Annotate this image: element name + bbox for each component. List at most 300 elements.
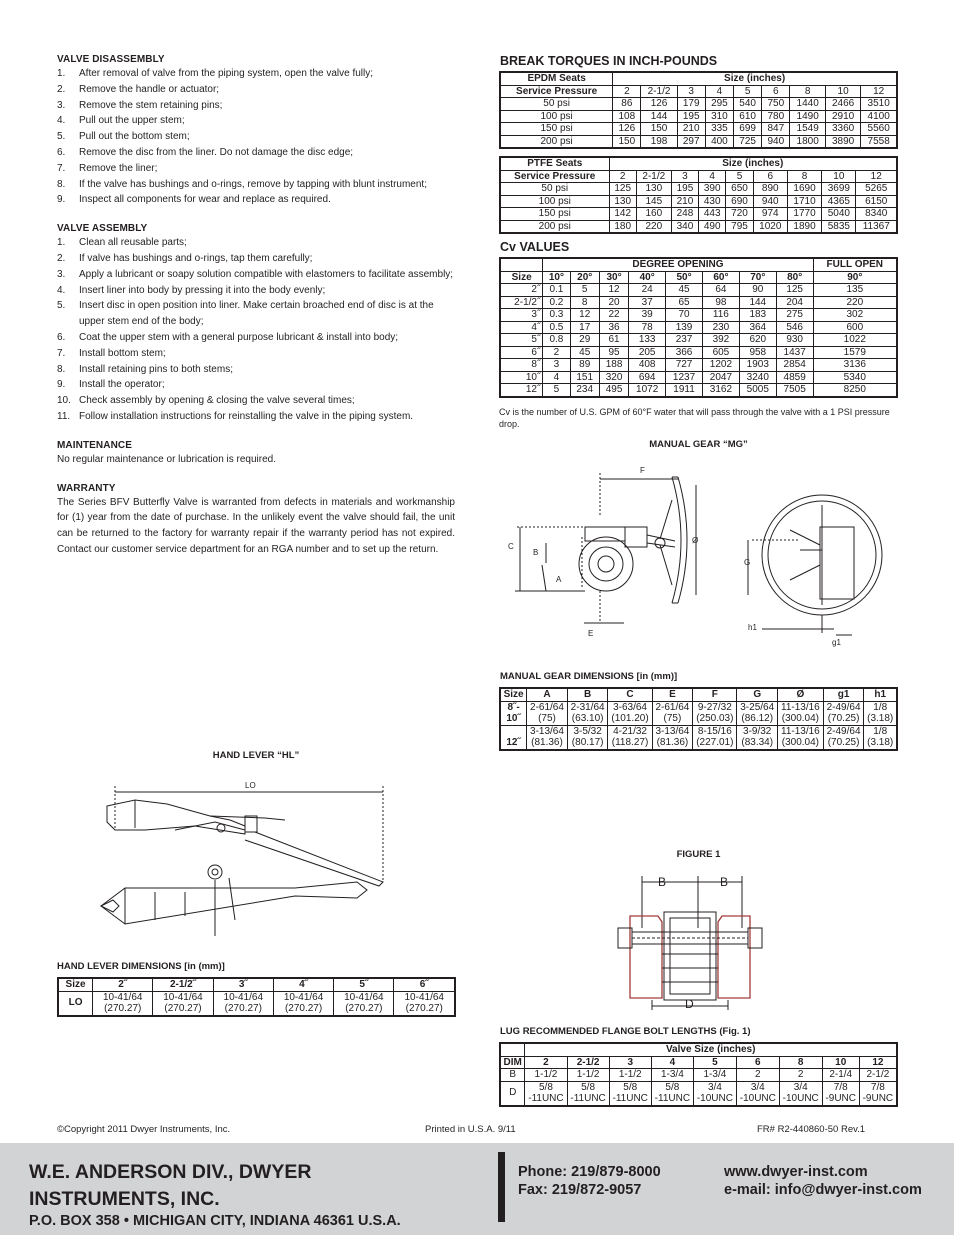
- torque-cell: 443: [699, 208, 726, 221]
- size-cell: 8˝- 10˝: [500, 701, 527, 725]
- torque-cell: 295: [705, 98, 733, 111]
- list-item: [57, 161, 455, 177]
- list-item: [57, 235, 455, 251]
- size-cell: 10: [825, 85, 860, 98]
- step-number: 1.: [57, 237, 66, 249]
- dim-cell: 10-41/64 (270.27): [273, 991, 333, 1016]
- size-cell: 12: [861, 85, 897, 98]
- torque-cell: 1890: [787, 220, 821, 233]
- header-cell: g1: [823, 688, 864, 701]
- cv-cell: 230: [702, 321, 739, 334]
- size-cell: 8: [787, 170, 821, 183]
- cv-cell: 1072: [629, 384, 666, 397]
- header-cell: F: [693, 688, 737, 701]
- pressure-cell: 150 psi: [500, 208, 609, 221]
- header-cell: 5˝: [334, 978, 394, 991]
- list-item: [57, 377, 455, 393]
- header-cell: Size: [500, 688, 527, 701]
- step-text: Follow installation instructions for reinstalling the valve in the piping system.: [79, 410, 414, 422]
- table-row: [500, 135, 897, 148]
- torque-cell: 220: [636, 220, 671, 233]
- manual-gear-title: MANUAL GEAR “MG”: [649, 439, 748, 450]
- torque-cell: 126: [613, 123, 641, 136]
- step-text: Pull out the bottom stem;: [79, 131, 190, 143]
- torque-cell: 11367: [856, 220, 897, 233]
- dim-cell: 10-41/64 (270.27): [213, 991, 273, 1016]
- size-cell: 2˝: [500, 284, 543, 297]
- size-cell: 6: [753, 170, 787, 183]
- step-text: Install retaining pins to both stems;: [79, 363, 233, 375]
- phone: Phone: 219/879-8000: [518, 1164, 661, 1180]
- cv-title: Cv VALUES: [500, 240, 570, 254]
- step-number: 8.: [57, 363, 66, 375]
- torque-cell: 198: [641, 135, 677, 148]
- dim-cell: 3-13/64 (81.36): [527, 725, 568, 750]
- header-cell: 6˝: [394, 978, 455, 991]
- size-cell: 6: [762, 85, 790, 98]
- size-cell: 4: [699, 170, 726, 183]
- table-row: [500, 123, 897, 136]
- torque-cell: 335: [705, 123, 733, 136]
- table-row: [500, 384, 897, 397]
- cv-cell: 12: [570, 309, 599, 322]
- d-cell: 3/4 -10UNC: [736, 1081, 779, 1106]
- cv-table-wrap: [499, 257, 898, 398]
- printed-in: Printed in U.S.A. 9/11: [425, 1124, 516, 1135]
- cv-cell: 90: [739, 284, 776, 297]
- mg-dims-table: [499, 687, 898, 751]
- step-text: Remove the stem retaining pins;: [79, 99, 223, 111]
- torque-cell: 5835: [822, 220, 856, 233]
- cv-cell: 64: [702, 284, 739, 297]
- cv-cell: 1579: [813, 346, 897, 359]
- dim-cell: 4-21/32 (118.27): [608, 725, 652, 750]
- lug-table: [499, 1042, 898, 1107]
- cv-cell: 24: [629, 284, 666, 297]
- table-row: [500, 284, 897, 297]
- break-torques-title: BREAK TORQUES IN INCH-POUNDS: [500, 54, 718, 68]
- torque-cell: 1710: [787, 195, 821, 208]
- step-number: 4.: [57, 115, 66, 127]
- table-row: [500, 85, 897, 98]
- full-open-header: FULL OPEN: [813, 258, 897, 271]
- cv-cell: 205: [629, 346, 666, 359]
- step-text: Install bottom stem;: [79, 347, 166, 359]
- dim-label-h1: h1: [748, 623, 757, 632]
- size-cell: 8˝: [500, 359, 543, 372]
- dim-cell: 3-25/64 (86.12): [737, 701, 778, 725]
- b-cell: 2: [779, 1069, 822, 1082]
- step-text: Remove the disc from the liner. Do not damage the disc edge;: [79, 146, 354, 158]
- blank-cell: [500, 258, 543, 271]
- table-row: [500, 725, 897, 750]
- cv-cell: 22: [599, 309, 628, 322]
- table-row: [500, 359, 897, 372]
- dim-cell: 8-15/16 (227.01): [693, 725, 737, 750]
- table-row: [500, 1069, 897, 1082]
- cv-cell: 1911: [666, 384, 703, 397]
- torque-cell: 540: [734, 98, 762, 111]
- cv-cell: 3136: [813, 359, 897, 372]
- dim-label-a: A: [556, 575, 562, 584]
- size-cell: 10˝: [500, 371, 543, 384]
- dim-cell: 3-5/32 (80.17): [567, 725, 608, 750]
- hl-dims-table: [57, 977, 456, 1017]
- cv-cell: 125: [776, 284, 813, 297]
- dim-label-g1: g1: [832, 638, 841, 647]
- table-row: [500, 346, 897, 359]
- lug-title: LUG RECOMMENDED FLANGE BOLT LENGTHS (Fig. 1): [500, 1026, 751, 1037]
- size-cell: 12: [856, 170, 897, 183]
- fax: Fax: 219/872-9057: [518, 1182, 642, 1198]
- cv-cell: 95: [599, 346, 628, 359]
- torque-cell: 144: [641, 110, 677, 123]
- header-cell: 2-1/2˝: [153, 978, 213, 991]
- table-row: [500, 208, 897, 221]
- step-number: 7.: [57, 347, 66, 359]
- header-cell: Ø: [778, 688, 824, 701]
- cv-cell: 183: [739, 309, 776, 322]
- table-row: [500, 309, 897, 322]
- size-cell: 6˝: [500, 346, 543, 359]
- pressure-cell: 50 psi: [500, 183, 609, 196]
- pressure-cell: 150 psi: [500, 123, 613, 136]
- cv-cell: 237: [666, 334, 703, 347]
- list-item: [57, 177, 455, 193]
- header-cell: 4˝: [273, 978, 333, 991]
- header-cell: 2˝: [93, 978, 153, 991]
- torque-cell: 430: [699, 195, 726, 208]
- break-torques-tables: [499, 71, 898, 234]
- torque-cell: 195: [671, 183, 698, 196]
- seat-type: EPDM Seats: [500, 72, 613, 85]
- cv-cell: 5005: [739, 384, 776, 397]
- figure1-title: FIGURE 1: [676, 849, 721, 860]
- cv-cell: 0.1: [543, 284, 570, 297]
- cv-cell: 1903: [739, 359, 776, 372]
- torque-cell: 8340: [856, 208, 897, 221]
- cv-cell: 7505: [776, 384, 813, 397]
- cv-cell: 188: [599, 359, 628, 372]
- cv-cell: 61: [599, 334, 628, 347]
- warranty-heading: WARRANTY: [57, 482, 116, 494]
- cv-cell: 546: [776, 321, 813, 334]
- torque-cell: 1800: [790, 135, 825, 148]
- break-torque-table: [499, 71, 898, 149]
- seat-type: PTFE Seats: [500, 157, 609, 170]
- step-text: Clean all reusable parts;: [79, 237, 187, 249]
- b-cell: 2-1/4: [822, 1069, 859, 1082]
- dim-label-lo: LO: [245, 781, 256, 790]
- step-text: Remove the liner;: [79, 162, 158, 174]
- torque-cell: 145: [636, 195, 671, 208]
- left-column: [57, 54, 455, 558]
- torque-cell: 126: [641, 98, 677, 111]
- torque-cell: 210: [671, 195, 698, 208]
- step-text: Remove the handle or actuator;: [79, 83, 220, 95]
- b-cell: 1-1/2: [609, 1069, 651, 1082]
- torque-cell: 5265: [856, 183, 897, 196]
- hand-lever-title: HAND LEVER “HL”: [212, 750, 300, 761]
- step-number: 9.: [57, 194, 66, 206]
- list-item: [57, 267, 455, 283]
- table-row: [500, 1043, 897, 1056]
- table-row: [58, 991, 455, 1016]
- size-cell: 5: [726, 170, 753, 183]
- dim-cell: 3-13/64 (81.36): [652, 725, 693, 750]
- torque-cell: 1440: [790, 98, 825, 111]
- cv-cell: 234: [570, 384, 599, 397]
- torque-cell: 795: [726, 220, 753, 233]
- size-cell: 8: [779, 1056, 822, 1069]
- b-cell: 2-1/2: [859, 1069, 897, 1082]
- figure1-drawing: [600, 868, 780, 1018]
- hand-lever-drawing: [95, 770, 455, 950]
- torque-cell: 690: [726, 195, 753, 208]
- service-pressure-header: Service Pressure: [500, 85, 613, 98]
- dim-label-phi: Ø: [692, 536, 699, 545]
- list-item: [57, 283, 455, 299]
- dim-cell: 2-49/64 (70.25): [823, 701, 864, 725]
- cv-cell: 408: [629, 359, 666, 372]
- step-text: Apply a lubricant or soapy solution compatible with elastomers to facilitate assembly;: [79, 268, 454, 280]
- manual-gear-drawing: [500, 455, 900, 665]
- torque-cell: 86: [613, 98, 641, 111]
- header-cell: E: [652, 688, 693, 701]
- d-cell: 5/8 -11UNC: [609, 1081, 651, 1106]
- torque-cell: 3360: [825, 123, 860, 136]
- cv-cell: 70: [666, 309, 703, 322]
- mg-dims-title: MANUAL GEAR DIMENSIONS [in (mm)]: [500, 671, 678, 682]
- header-cell: h1: [864, 688, 897, 701]
- cv-cell: 37: [629, 296, 666, 309]
- cv-cell: 139: [666, 321, 703, 334]
- cv-cell: 1022: [813, 334, 897, 347]
- header-cell: Size: [58, 978, 93, 991]
- b-cell: 2: [736, 1069, 779, 1082]
- torque-cell: 1020: [753, 220, 787, 233]
- b-cell: 1-3/4: [651, 1069, 693, 1082]
- step-number: 9.: [57, 379, 66, 391]
- header-cell: A: [527, 688, 568, 701]
- cv-cell: 65: [666, 296, 703, 309]
- step-number: 7.: [57, 162, 66, 174]
- list-item: [57, 82, 455, 98]
- torque-cell: 150: [641, 123, 677, 136]
- step-number: 11.: [57, 410, 71, 422]
- list-item: [57, 145, 455, 161]
- assembly-steps: [57, 235, 455, 425]
- degree-cell: 10°: [543, 271, 570, 284]
- pressure-cell: 200 psi: [500, 135, 613, 148]
- cv-cell: 3162: [702, 384, 739, 397]
- cv-cell: 600: [813, 321, 897, 334]
- dim-header: DIM: [500, 1056, 525, 1069]
- dim-cell: 10-41/64 (270.27): [334, 991, 394, 1016]
- list-item: [57, 346, 455, 362]
- header-cell: B: [567, 688, 608, 701]
- cv-cell: 605: [702, 346, 739, 359]
- list-item: [57, 362, 455, 378]
- table-row: [500, 296, 897, 309]
- table-row: [500, 183, 897, 196]
- step-number: 6.: [57, 146, 66, 158]
- cv-cell: 4: [543, 371, 570, 384]
- torque-cell: 699: [734, 123, 762, 136]
- step-number: 8.: [57, 178, 66, 190]
- cv-cell: 17: [570, 321, 599, 334]
- email-link[interactable]: e-mail: info@dwyer-inst.com: [724, 1182, 922, 1198]
- cv-cell: 78: [629, 321, 666, 334]
- torque-cell: 297: [677, 135, 705, 148]
- list-item: [57, 330, 455, 346]
- torque-cell: 150: [613, 135, 641, 148]
- torque-cell: 1549: [790, 123, 825, 136]
- step-number: 10.: [57, 395, 71, 407]
- step-text: Coat the upper stem with a general purpose lubricant & install into body;: [79, 331, 399, 343]
- valve-size-header: Valve Size (inches): [525, 1043, 897, 1056]
- website-link[interactable]: www.dwyer-inst.com: [724, 1164, 868, 1180]
- torque-cell: 4365: [822, 195, 856, 208]
- size-cell: 2-1/2˝: [500, 296, 543, 309]
- step-text: If the valve has bushings and o-rings, remove by tapping with blunt instrument;: [79, 178, 427, 190]
- pressure-cell: 50 psi: [500, 98, 613, 111]
- table-row: [500, 321, 897, 334]
- torque-cell: 940: [753, 195, 787, 208]
- degree-cell: 70°: [739, 271, 776, 284]
- service-pressure-header: Service Pressure: [500, 170, 609, 183]
- cv-cell: 620: [739, 334, 776, 347]
- maintenance-heading: MAINTENANCE: [57, 439, 132, 451]
- table-row: [500, 72, 897, 85]
- table-row: [500, 157, 897, 170]
- table-row: [500, 701, 897, 725]
- cv-cell: 2854: [776, 359, 813, 372]
- cv-cell: 3: [543, 359, 570, 372]
- step-text: After removal of valve from the piping system, open the valve fully;: [79, 68, 374, 79]
- dim-label-e: E: [588, 629, 594, 638]
- table-row: [500, 98, 897, 111]
- d-cell: 7/8 -9UNC: [822, 1081, 859, 1106]
- cv-cell: 0.2: [543, 296, 570, 309]
- size-cell: 2: [609, 170, 636, 183]
- list-item: [57, 113, 455, 129]
- fig1-label-d: D: [685, 997, 694, 1011]
- degree-cell: 30°: [599, 271, 628, 284]
- degree-cell: 90°: [813, 271, 897, 284]
- dim-cell: 10-41/64 (270.27): [93, 991, 153, 1016]
- size-cell: 3: [671, 170, 698, 183]
- cv-cell: 2: [543, 346, 570, 359]
- step-number: 1.: [57, 68, 66, 79]
- d-cell: 7/8 -9UNC: [859, 1081, 897, 1106]
- cv-cell: 3240: [739, 371, 776, 384]
- step-number: 2.: [57, 83, 66, 95]
- list-item: [57, 298, 455, 330]
- cv-cell: 20: [599, 296, 628, 309]
- company-name-line1: W.E. ANDERSON DIV., DWYER: [29, 1161, 312, 1183]
- table-row: [500, 1056, 897, 1069]
- step-number: 2.: [57, 252, 66, 264]
- header-cell: C: [608, 688, 652, 701]
- cv-cell: 116: [702, 309, 739, 322]
- cv-cell: 5: [543, 384, 570, 397]
- lug-table-wrap: [499, 1042, 898, 1107]
- row-label: LO: [58, 991, 93, 1016]
- cv-cell: 89: [570, 359, 599, 372]
- size-cell: 2: [613, 85, 641, 98]
- cv-cell: 366: [666, 346, 703, 359]
- dim-cell: 2-31/64 (63.10): [567, 701, 608, 725]
- cv-cell: 36: [599, 321, 628, 334]
- cv-cell: 220: [813, 296, 897, 309]
- step-number: 4.: [57, 284, 66, 296]
- d-cell: 5/8 -11UNC: [525, 1081, 567, 1106]
- d-cell: 5/8 -11UNC: [567, 1081, 609, 1106]
- torque-cell: 248: [671, 208, 698, 221]
- step-number: 3.: [57, 99, 66, 111]
- torque-cell: 160: [636, 208, 671, 221]
- d-cell: 3/4 -10UNC: [779, 1081, 822, 1106]
- torque-cell: 890: [753, 183, 787, 196]
- b-cell: 1-1/2: [525, 1069, 567, 1082]
- cv-cell: 29: [570, 334, 599, 347]
- header-cell: G: [737, 688, 778, 701]
- step-number: 5.: [57, 131, 66, 143]
- size-cell: 10: [822, 1056, 859, 1069]
- size-cell: 3˝: [500, 309, 543, 322]
- size-cell: 4˝: [500, 321, 543, 334]
- hl-dims-table-wrap: [57, 977, 456, 1017]
- torque-cell: 1770: [787, 208, 821, 221]
- torque-cell: 490: [699, 220, 726, 233]
- maintenance-text: No regular maintenance or lubrication is required.: [57, 453, 277, 465]
- torque-cell: 1690: [787, 183, 821, 196]
- torque-cell: 940: [762, 135, 790, 148]
- torque-cell: 780: [762, 110, 790, 123]
- size-cell: 10: [822, 170, 856, 183]
- size-cell: 3: [609, 1056, 651, 1069]
- cv-table: [499, 257, 898, 398]
- cv-cell: 302: [813, 309, 897, 322]
- break-torque-table: [499, 156, 898, 234]
- d-label: D: [500, 1081, 525, 1106]
- dim-label-c: C: [508, 542, 514, 551]
- d-cell: 5/8 -11UNC: [651, 1081, 693, 1106]
- step-number: 5.: [57, 300, 66, 312]
- torque-cell: 179: [677, 98, 705, 111]
- torque-cell: 4100: [861, 110, 897, 123]
- fig1-label-b-left: B: [658, 875, 667, 889]
- size-cell: 8: [790, 85, 825, 98]
- torque-cell: 610: [734, 110, 762, 123]
- torque-cell: 650: [726, 183, 753, 196]
- size-cell: 2-1/2: [641, 85, 677, 98]
- step-text: Inspect all components for wear and replace as required.: [79, 194, 331, 206]
- torque-cell: 720: [726, 208, 753, 221]
- pressure-cell: 100 psi: [500, 195, 609, 208]
- step-number: 6.: [57, 331, 66, 343]
- b-label: B: [500, 1069, 525, 1082]
- disassembly-heading: VALVE DISASSEMBLY: [57, 54, 165, 65]
- list-item: [57, 251, 455, 267]
- torque-cell: 142: [609, 208, 636, 221]
- list-item: [57, 129, 455, 145]
- company-address: P.O. BOX 358 • MICHIGAN CITY, INDIANA 46361 U.S.A.: [29, 1213, 401, 1229]
- step-text: Insert disc in open position into liner. Make certain broached end of disc is at the upper stem end of the body;: [79, 300, 434, 328]
- dim-cell: 10-41/64 (270.27): [394, 991, 455, 1016]
- step-text: Check assembly by opening & closing the valve several times;: [79, 395, 355, 407]
